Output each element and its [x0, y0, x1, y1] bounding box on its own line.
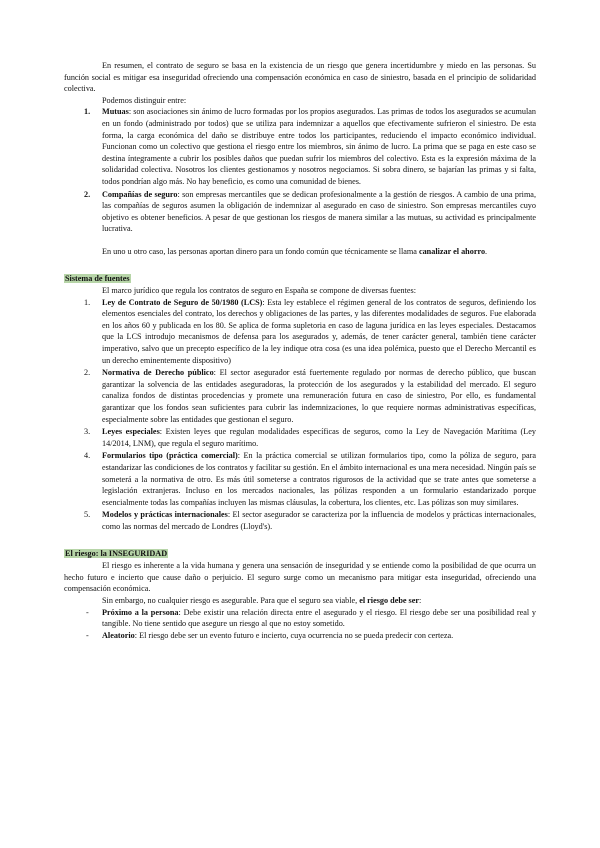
item-number: 1.: [84, 107, 91, 117]
item-text: : son asociaciones sin ánimo de lucro formadas por los propios asegurados. Las primas de todos los asegurados se acumulan en un fondo (administrado por todos) que se utiliza para indemnizar a aquellos que efectivamente sufrieron el siniestro. De esta forma, la carga económica del daño se distribuye entre todos los participantes, reduciendo el impacto económico individual. Funcionan como un colectivo que gestiona el riesgo entre los miembros, sin ánimo de lucro. La prima que se paga en este caso se destina íntegramente a cubrir los posibles daños que puedan sufrir los miembros del colectivo. Esta es la expresión máxima de la solidaridad colectiva. Nosotros los clientes gestionamos y nosotros negociamos. Si sobra dinero, se bajarían las primas y si falta, todos pondrían algo más. No hay beneficio, es como una comunidad de bienes.: [102, 107, 536, 186]
item-term: Aleatorio: [102, 630, 135, 640]
list-item: [64, 106, 536, 187]
sources-intro: El marco jurídico que regula los contratos de seguro en España se compone de diversas fuentes:: [102, 286, 416, 296]
item-text: : Esta ley establece el régimen general de los contratos de seguros, definiendo los elementos esenciales del contrato, los derechos y obligaciones de las partes, y las diferentes modalidades de seguros. Fue elaborada en los años 60 y publicada en los 80. Se aplica de forma supletoria en caso de laguna jurídica en las leyes especiales. Destacamos que la LCS introdujo mecanismos de defensa para los asegurados y, además, de tener carácter general, también tiene carácter imperativo, salvo que un precepto específico de la ley indique otra cosa (es una idea polémica, puesto que el Derecho Mercantil es un derecho eminentemente dispositivo): [102, 297, 536, 365]
item-text: : En la práctica comercial se utilizan formularios tipo, como la póliza de seguro, para estandarizar las condiciones de los contratos y facilitar su gestión. En el ámbito internacional es una mera necesidad. Ningún país se someterá a la normativa de otro. Es más útil someterse a contratos rigurosos de la actividad que se trate antes que someterse a legislación extranjeras. Incluso en los mercados nacionales, las pólizas responden a un formulario estandarizado porque esencialmente todas las compañías incluyen las mismas cláusulas, la cobertura, los clientes, etc. Las pólizas son muy similares.: [102, 451, 536, 507]
item-term: Formularios tipo (práctica comercial): [102, 451, 238, 461]
list-item: [64, 450, 536, 508]
item-number: 3.: [84, 427, 91, 437]
item-term: Leyes especiales: [102, 427, 160, 437]
item-number: 2.: [84, 189, 91, 199]
risk-paragraph-2: [64, 595, 536, 607]
item-term: Ley de Contrato de Seguro de 50/1980 (LCS): [102, 297, 263, 307]
risk-requirements-list: [64, 607, 536, 642]
item-term: Compañías de seguro: [102, 189, 178, 199]
item-term: Modelos y prácticas internacionales: [102, 510, 228, 520]
list-item: [64, 607, 536, 630]
item-number: 5.: [84, 510, 91, 520]
item-term: Próximo a la persona: [102, 607, 179, 617]
list-item: [64, 367, 536, 425]
sources-heading: Sistema de fuentes: [65, 273, 130, 283]
list-item: [64, 297, 536, 367]
risk-paragraph-1: El riesgo es inherente a la vida humana y genera una sensación de inseguridad y se entiende como la posibilidad de que ocurra un hecho futuro e incierto que cause daño o perjuicio. El seguro surge como un mecanismo para mitigar esta inseguridad, ofreciendo una compensación económica.: [64, 561, 536, 594]
risk-p2-start: Sin embargo, no cualquier riesgo es asegurable. Para que el seguro sea viable,: [102, 595, 358, 605]
list-item: [64, 189, 536, 235]
distinguish-line: Podemos distinguir entre:: [102, 95, 187, 105]
item-number: 4.: [84, 451, 91, 461]
item-number: 1.: [84, 297, 91, 307]
item-text: : Existen leyes que regulan modalidades específicas de seguros, como la Ley de Navegación Marítima (Ley 14/2014, LNM), que regula el seguro marítimo.: [102, 427, 537, 448]
closing-paragraph: [64, 246, 536, 258]
item-text: : Debe existir una relación directa entre el asegurado y el riesgo. El riesgo debe ser una posibilidad real y tangible. No tiene sentido que asegure un riesgo al que no estoy sometido.: [102, 607, 536, 629]
summary-paragraph: En resumen, el contrato de seguro se basa en la existencia de un riesgo que genera incertidumbre y miedo en las personas. Su función social es mitigar esa inseguridad ofreciendo una compensación económica en caso de siniestro, basada en el principio de solidaridad colectiva.: [64, 61, 536, 94]
item-bullet: -: [86, 607, 89, 617]
item-text: : El riesgo debe ser un evento futuro e incierto, cuya ocurrencia no se pueda predecir con certeza.: [134, 630, 454, 640]
closing-term: canalizar el ahorro: [418, 246, 486, 256]
section-heading-sources: [64, 273, 536, 285]
item-bullet: -: [86, 630, 89, 640]
item-text: : son empresas mercantiles que se dedican profesionalmente a la gestión de riesgos. A cambio de una prima, las compañías de seguros asumen la obligación de indemnizar al asegurado en caso de siniestro. Son empresas mercantiles cuyo objetivo es obtener beneficios. A pesar de que gestionan los riesgos de manera similar a las mutuas, su actividad es principalmente lucrativa.: [102, 189, 536, 234]
risk-p2-bold: el riesgo debe ser: [357, 595, 420, 605]
closing-text: En uno u otro caso, las personas aportan dinero para un fondo común que técnicamente se llama: [102, 246, 419, 256]
section-heading-risk: [64, 548, 536, 560]
list-item: [64, 426, 536, 449]
item-text: : El sector asegurador se caracteriza por la influencia de modelos y prácticas internacionales, como las normas del mercado de Londres (Lloyd's).: [102, 510, 536, 531]
item-text: : El sector asegurador está fuertemente regulado por normas de derecho público, que buscan garantizar la solvencia de las entidades aseguradoras, la protección de los asegurados y la estabilidad del mercado. El seguro canaliza fondos de distintas procedencias y promete una remuneración futura en caso de siniestro, Por ello, es fundamental garantizar que los fondos sean suficientes para cubrir las indemnizaciones, lo que requiere normas administrativas específicas, especialmente sobre las entidades que gestionan el seguro.: [102, 368, 536, 424]
item-term: Mutuas: [102, 107, 129, 117]
risk-p2-end: :: [419, 595, 422, 605]
list-item: [64, 509, 536, 532]
risk-heading: El riesgo: la INSEGURIDAD: [65, 548, 168, 558]
entity-list: [64, 106, 536, 235]
item-number: 2.: [84, 368, 91, 378]
closing-end: .: [485, 246, 488, 256]
document-body: [64, 60, 536, 641]
sources-list: [64, 297, 536, 533]
list-item: [64, 630, 536, 642]
item-term: Normativa de Derecho público: [102, 368, 214, 378]
